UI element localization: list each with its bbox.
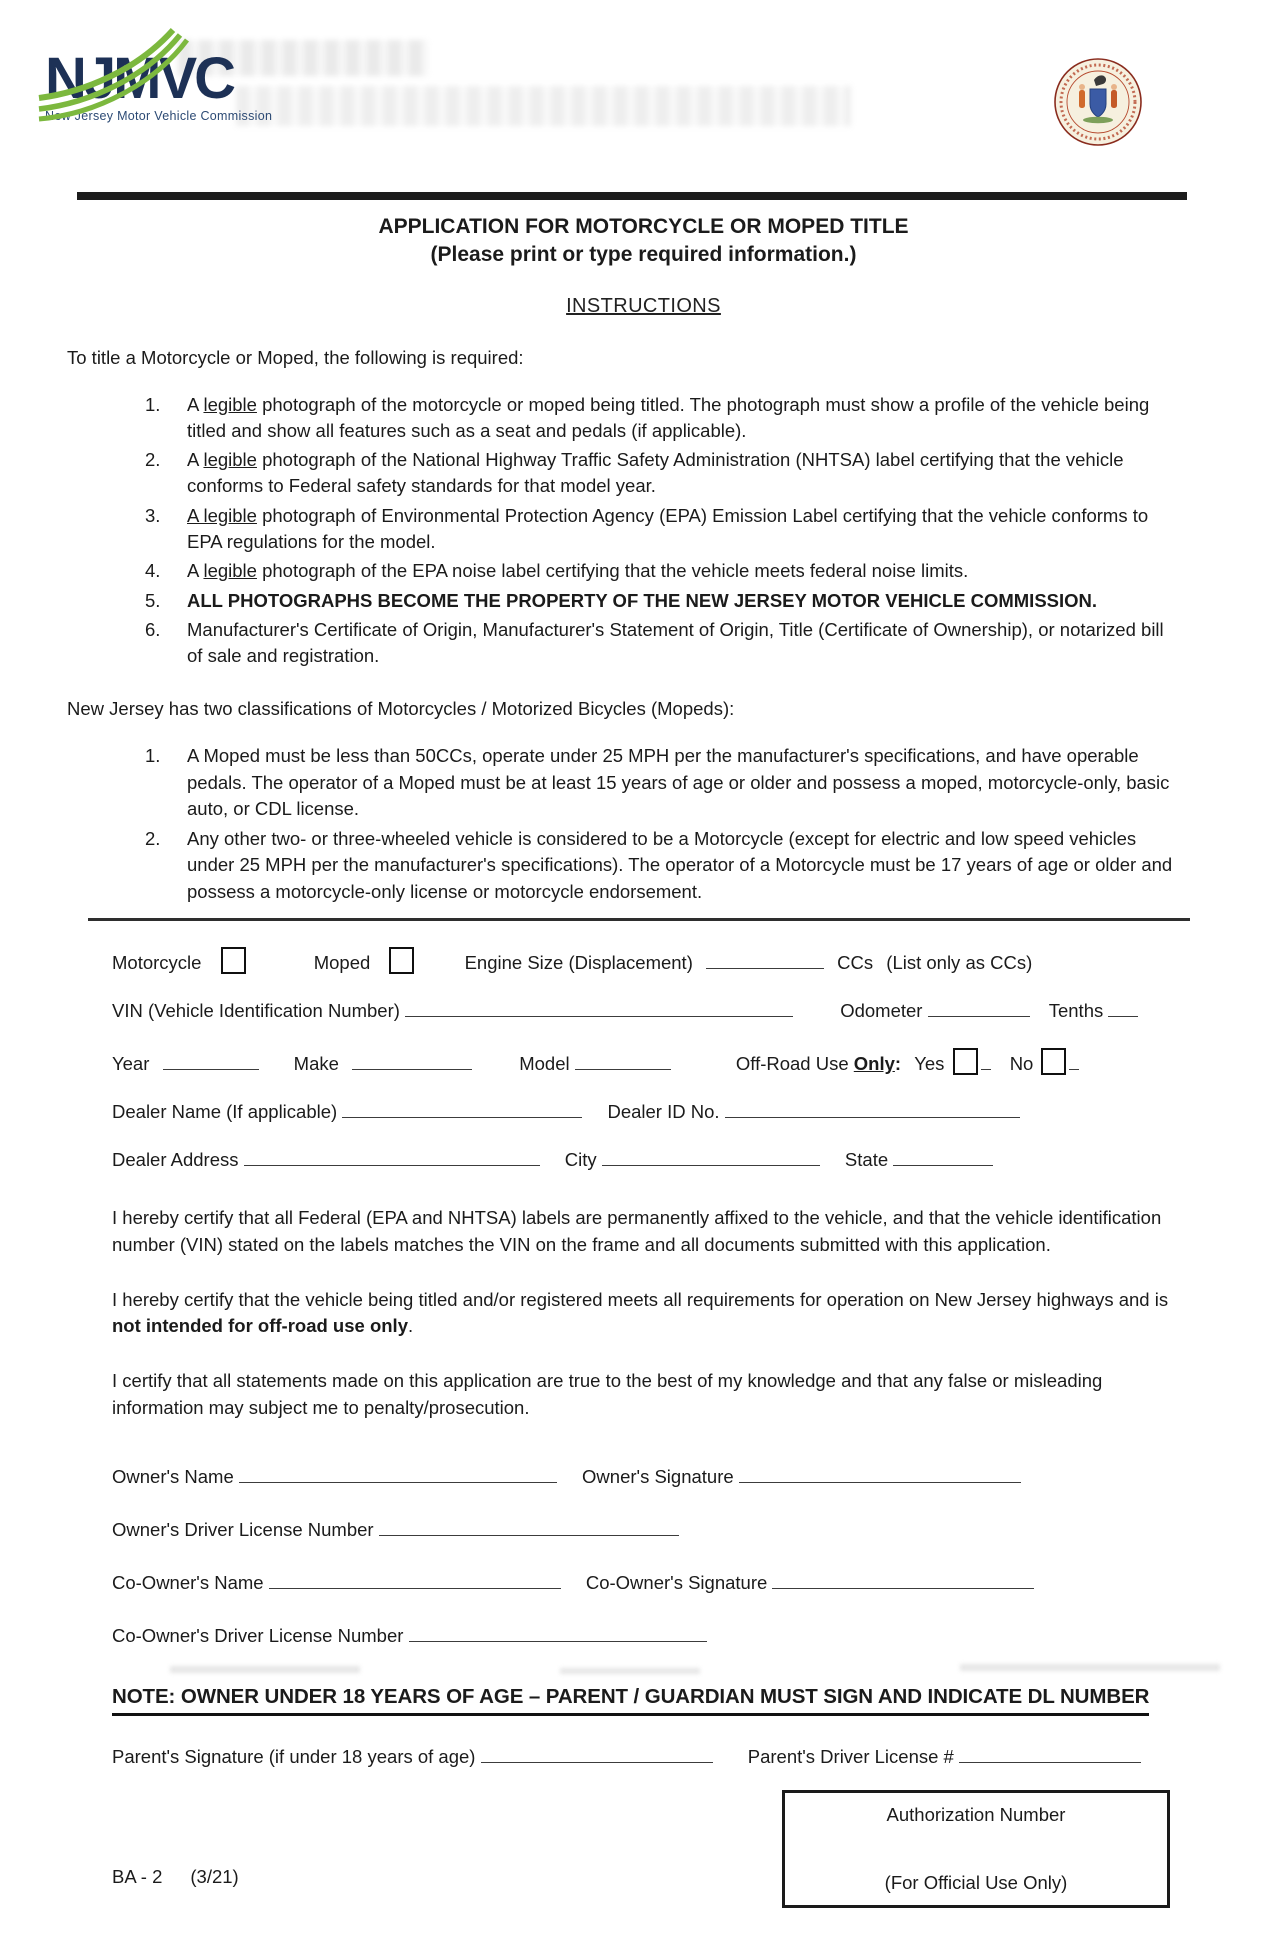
classification-intro: New Jersey has two classifications of Motorcycles / Motorized Bicycles (Mopeds): [67, 698, 735, 720]
item-number: 5. [145, 589, 161, 611]
year-label: Year [112, 1052, 150, 1074]
offroad-label: Off-Road Use Only: [735, 1052, 902, 1074]
owner-signature-blank[interactable] [739, 1467, 1021, 1483]
city-label: City [564, 1148, 597, 1170]
item-number: 1. [145, 745, 161, 767]
footer-section [0, 1778, 1287, 1938]
odometer-label: Odometer [840, 999, 923, 1021]
tenths-blank[interactable] [1108, 1001, 1138, 1017]
instructions-intro: To title a Motorcycle or Moped, the following is required: [67, 346, 524, 368]
item-text: Manufacturer's Certificate of Origin, Manufacturer's Statement of Origin, Title (Certificate of Ownership), or notarized bill of sale and registration. [187, 618, 1164, 667]
logo-swoosh-icon [37, 26, 252, 131]
minor-note-row [112, 1685, 1192, 1716]
certification-paragraph: I hereby certify that the vehicle being titled and/or registered meets all requirements for operation on New Jersey highways and is not intended for off-road use only. [112, 1288, 1169, 1337]
item-number: 6. [145, 618, 161, 640]
co-owner-name-blank[interactable] [269, 1573, 561, 1589]
njmvc-logo [45, 46, 325, 123]
authorization-title: Authorization Number [886, 1803, 1066, 1825]
item-text: A legible photograph of the EPA noise label certifying that the vehicle meets federal noise limits. [187, 560, 969, 582]
classification-item [0, 743, 1287, 822]
motorcycle-label: Motorcycle [112, 951, 202, 973]
requirement-item [0, 588, 1287, 614]
make-label: Make [293, 1052, 339, 1074]
owner-signature-label: Owner's Signature [582, 1465, 734, 1487]
requirement-item [0, 503, 1287, 556]
parent-dl-label: Parent's Driver License # [747, 1745, 954, 1767]
ccs-label: CCs [837, 951, 874, 973]
scan-artifact [236, 86, 851, 126]
co-owner-dl-label: Co-Owner's Driver License Number [112, 1624, 404, 1646]
dealer-address-label: Dealer Address [112, 1148, 239, 1170]
authorization-box [782, 1790, 1170, 1908]
dealer-address-blank[interactable] [244, 1150, 540, 1166]
parent-signature-label: Parent's Signature (if under 18 years of age) [112, 1745, 476, 1767]
state-label: State [844, 1148, 889, 1170]
requirements-list [0, 392, 1287, 670]
dealer-address-row [112, 1149, 1192, 1171]
minor-note: NOTE: OWNER UNDER 18 YEARS OF AGE – PARENT / GUARDIAN MUST SIGN AND INDICATE DL NUMBER [112, 1685, 1149, 1716]
requirement-item [0, 392, 1287, 445]
nj-state-seal-icon [1053, 56, 1143, 153]
dealer-name-blank[interactable] [342, 1102, 582, 1118]
motorcycle-checkbox[interactable] [221, 947, 246, 974]
classifications-list [0, 743, 1287, 905]
vehicle-info-section [112, 947, 1192, 1171]
model-blank[interactable] [575, 1054, 671, 1070]
item-text: A Moped must be less than 50CCs, operate under 25 MPH per the manufacturer's specifications, and have operable pedals. The operator of a Moped must be at least 15 years of age or older and possess a moped, motorcycle-only, basic auto, or CDL license. [187, 745, 1170, 819]
scan-artifact [960, 1664, 1220, 1671]
co-owner-name-label: Co-Owner's Name [112, 1571, 264, 1593]
owner-name-label: Owner's Name [112, 1465, 234, 1487]
city-blank[interactable] [602, 1150, 820, 1166]
item-text: Any other two- or three-wheeled vehicle is considered to be a Motorcycle (except for electric and low speed vehicles under 25 MPH per the manufacturer's specifications). The operator of a Motorcycle must be 17 years of age or older and possess a motorcycle-only license or motorcycle endorsement. [187, 828, 1173, 902]
requirement-item [0, 617, 1287, 670]
vin-label: VIN (Vehicle Identification Number) [112, 999, 400, 1021]
scan-artifact [560, 1668, 700, 1674]
item-number: 4. [145, 560, 161, 582]
header-divider-bar [77, 192, 1187, 200]
owner-row [112, 1466, 1192, 1488]
year-make-model-row [112, 1048, 1192, 1075]
moped-checkbox[interactable] [389, 947, 414, 974]
co-owner-dl-blank[interactable] [409, 1626, 707, 1642]
offroad-no-checkbox[interactable] [1041, 1048, 1066, 1075]
yes-blank [981, 1054, 991, 1070]
form-code-number: BA - 2 [112, 1865, 163, 1887]
owner-dl-label: Owner's Driver License Number [112, 1518, 374, 1540]
dealer-id-blank[interactable] [725, 1102, 1020, 1118]
dealer-id-label: Dealer ID No. [607, 1100, 720, 1122]
item-number: 3. [145, 504, 161, 526]
co-owner-dl-row [112, 1625, 1192, 1647]
requirement-item [0, 447, 1287, 500]
item-number: 2. [145, 828, 161, 850]
co-owner-signature-blank[interactable] [772, 1573, 1034, 1589]
make-blank[interactable] [352, 1054, 472, 1070]
item-text: A legible photograph of Environmental Protection Agency (EPA) Emission Label certifying that the vehicle conforms to EPA regulations for the model. [187, 504, 1149, 553]
item-number: 2. [145, 449, 161, 471]
tenths-label: Tenths [1048, 999, 1104, 1021]
model-label: Model [519, 1052, 570, 1074]
section-divider [88, 918, 1190, 921]
owner-name-blank[interactable] [239, 1467, 557, 1483]
form-title: APPLICATION FOR MOTORCYCLE OR MOPED TITLE [378, 215, 909, 238]
state-blank[interactable] [893, 1150, 993, 1166]
odometer-blank[interactable] [928, 1001, 1030, 1017]
signature-section [112, 1466, 1192, 1647]
item-text: A legible photograph of the motorcycle or moped being titled. The photograph must show a profile of the vehicle being titled and show all features such as a seat and pedals (if applicable). [187, 393, 1150, 441]
moped-label: Moped [313, 951, 371, 973]
offroad-yes-label: Yes [914, 1052, 945, 1074]
classification-item [0, 826, 1287, 905]
engine-size-blank[interactable] [706, 953, 824, 969]
no-blank [1069, 1054, 1079, 1070]
form-revision: (3/21) [190, 1865, 239, 1887]
item-number: 1. [145, 393, 161, 415]
logo-tagline: New Jersey Motor Vehicle Commission [45, 109, 273, 123]
certification-section [0, 1205, 1287, 1422]
parent-signature-blank[interactable] [481, 1747, 713, 1763]
requirement-item [0, 558, 1287, 584]
instructions-heading: INSTRUCTIONS [566, 294, 721, 317]
item-text: A legible photograph of the National Highway Traffic Safety Administration (NHTSA) label certifying that the vehicle conforms to Federal safety standards for that model year. [187, 449, 1124, 497]
offroad-yes-checkbox[interactable] [953, 1048, 978, 1075]
type-engine-row [112, 947, 1192, 974]
certification-paragraph: I hereby certify that all Federal (EPA and NHTSA) labels are permanently affixed to the vehicle, and that the vehicle identification number (VIN) stated on the labels matches the VIN on the frame and all documents submitted with this application. [112, 1206, 1162, 1255]
ccs-note: (List only as CCs) [886, 951, 1033, 973]
form-subtitle: (Please print or type required information.) [430, 243, 857, 267]
item-text: ALL PHOTOGRAPHS BECOME THE PROPERTY OF THE NEW JERSEY MOTOR VEHICLE COMMISSION. [187, 589, 1098, 611]
form-header [0, 0, 1287, 192]
offroad-no-label: No [1009, 1052, 1034, 1074]
parent-dl-blank[interactable] [959, 1747, 1141, 1763]
owner-dl-row [112, 1519, 1192, 1541]
co-owner-signature-label: Co-Owner's Signature [585, 1571, 768, 1593]
scan-artifact [170, 1666, 360, 1673]
owner-dl-blank[interactable] [379, 1520, 679, 1536]
vin-row [112, 1000, 1192, 1022]
year-blank[interactable] [163, 1054, 259, 1070]
vin-blank[interactable] [405, 1001, 793, 1017]
form-code [112, 1866, 267, 1888]
co-owner-row [112, 1572, 1192, 1594]
engine-size-label: Engine Size (Displacement) [464, 951, 693, 973]
dealer-row [112, 1101, 1192, 1123]
parent-row [112, 1746, 1192, 1768]
official-use-label: (For Official Use Only) [884, 1871, 1068, 1893]
logo-acronym: NJMVC [45, 46, 234, 111]
certification-paragraph: I certify that all statements made on this application are true to the best of my knowledge and that any false or misleading information may subject me to penalty/prosecution. [112, 1370, 1103, 1418]
dealer-name-label: Dealer Name (If applicable) [112, 1100, 338, 1122]
